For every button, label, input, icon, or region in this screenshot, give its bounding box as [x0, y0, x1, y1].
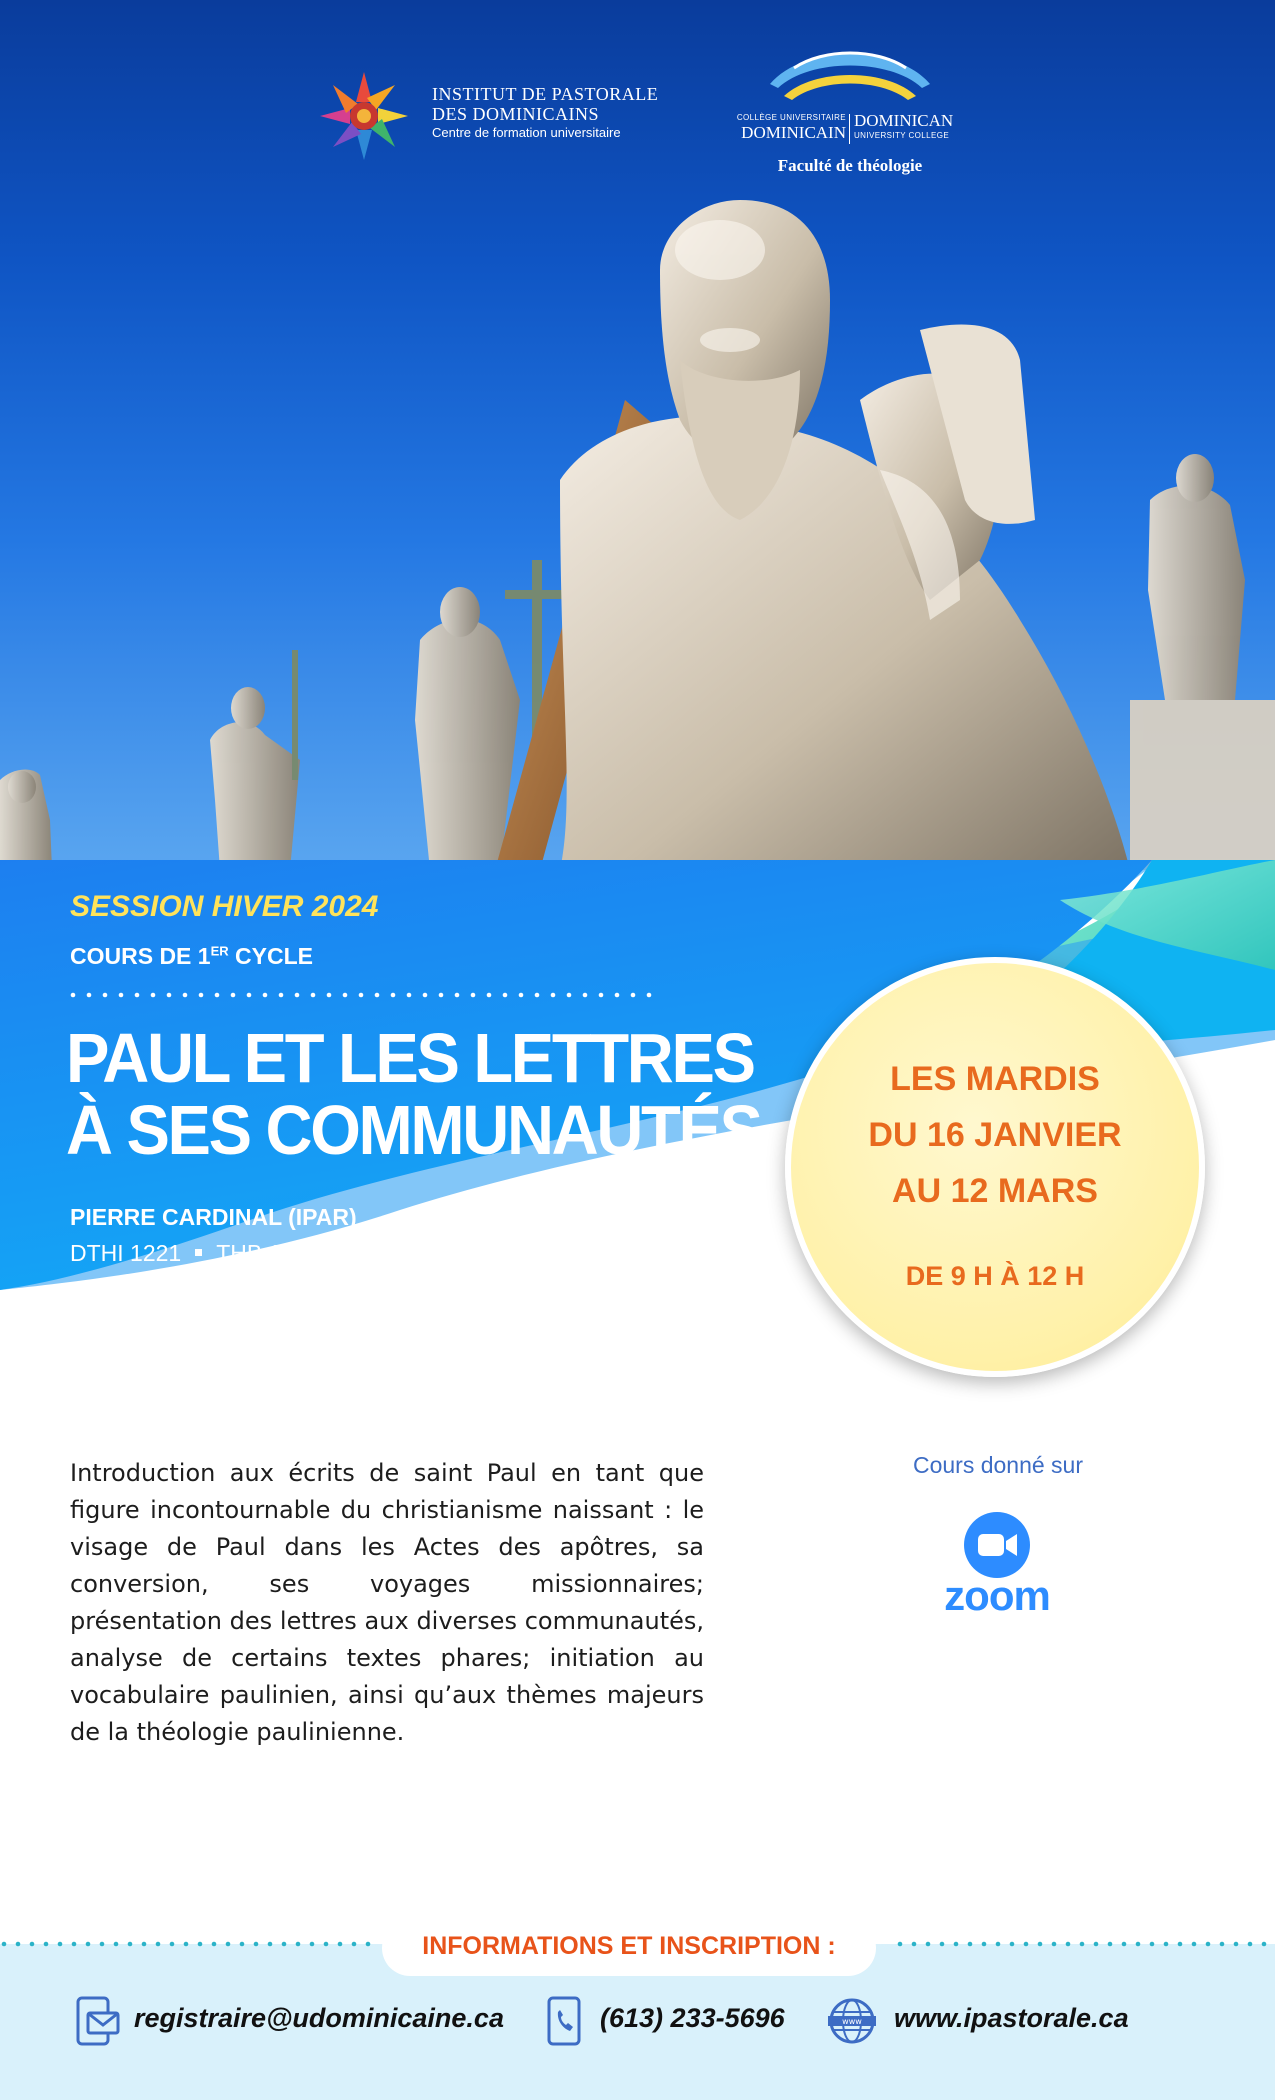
footer-dot: [1094, 1942, 1099, 1947]
faculty-name: Faculté de théologie: [777, 156, 923, 175]
footer-dot: [156, 1942, 161, 1947]
divider-dot: [327, 993, 332, 998]
divider-dot: [167, 993, 172, 998]
college-name-fr: DOMINICAIN: [741, 123, 846, 142]
divider-dot: [215, 993, 220, 998]
footer-dot: [1038, 1942, 1043, 1947]
institut-logo-text: [432, 84, 692, 142]
footer-dot: [142, 1942, 147, 1947]
footer-dot: [912, 1942, 917, 1947]
institut-tagline: Centre de formation universitaire: [432, 125, 621, 140]
footer-dot: [1206, 1942, 1211, 1947]
divider-dot: [615, 993, 620, 998]
institut-logo-mark: [318, 70, 410, 162]
footer-dot: [996, 1942, 1001, 1947]
hero-banner: [0, 0, 1275, 870]
schedule-hours: DE 9 H À 12 H: [905, 1261, 1085, 1291]
footer-dot: [268, 1942, 273, 1947]
footer-dot: [58, 1942, 63, 1947]
divider-dot: [135, 993, 140, 998]
college-name-en-small: UNIVERSITY COLLEGE: [854, 131, 950, 140]
divider-dot: [551, 993, 556, 998]
divider-dot: [503, 993, 508, 998]
divider-dot: [647, 993, 652, 998]
footer-dot: [1066, 1942, 1071, 1947]
footer-dot: [954, 1942, 959, 1947]
divider-dot: [199, 993, 204, 998]
footer-dot: [338, 1942, 343, 1947]
phone-icon: [546, 1996, 582, 2046]
divider-dot: [583, 993, 588, 998]
cycle-prefix: COURS DE 1: [70, 943, 211, 969]
cycle-superscript: ER: [210, 943, 229, 959]
footer-dot: [72, 1942, 77, 1947]
footer-dot: [1108, 1942, 1113, 1947]
footer-dot: [44, 1942, 49, 1947]
divider-dot: [567, 993, 572, 998]
divider-dot: [151, 993, 156, 998]
divider-dot: [375, 993, 380, 998]
course-title-line2: À SES COMMUNAUTÉS: [66, 1091, 761, 1169]
cycle-suffix: CYCLE: [228, 943, 313, 969]
divider-dot: [439, 993, 444, 998]
platform-caption: Cours donné sur: [912, 1452, 1084, 1478]
course-title: [66, 1019, 761, 1169]
course-code-2: THB 1305: [216, 1240, 320, 1266]
email-icon: [74, 1996, 120, 2046]
footer-dot: [128, 1942, 133, 1947]
divider-dot: [103, 993, 108, 998]
zoom-camera-icon: [964, 1512, 1030, 1578]
footer-dot: [352, 1942, 357, 1947]
footer-dot: [296, 1942, 301, 1947]
footer-dot: [1262, 1942, 1267, 1947]
course-codes: [70, 1240, 320, 1267]
phone-link[interactable]: (613) 233-5696: [600, 2003, 785, 2033]
footer-dot: [1052, 1942, 1057, 1947]
footer-dot: [1136, 1942, 1141, 1947]
footer-dot: [30, 1942, 35, 1947]
course-description: Introduction aux écrits de saint Paul en tant que figure incontournable du christianisme naissant : le visage de Paul dans les Actes des apôtres, sa conversion, ses voyages missionnaires; présentation des lettres aux diverses communautés, analyse de certains textes phares; initiation au vocabulaire paulinien, ainsi qu’aux thèmes majeurs de la théologie paulinienne.: [70, 1459, 704, 1746]
dotted-divider: [70, 990, 660, 1000]
schedule-line3: AU 12 MARS: [892, 1172, 1098, 1210]
zoom-logo-text: zoom: [944, 1572, 1050, 1619]
divider-dot: [295, 993, 300, 998]
schedule-dates: [791, 1051, 1199, 1219]
footer-dot: [16, 1942, 21, 1947]
schedule-line2: DU 16 JANVIER: [868, 1116, 1122, 1154]
college-name-fr-small: COLLÈGE UNIVERSITAIRE: [736, 113, 846, 122]
divider-dot: [343, 993, 348, 998]
footer-dot: [212, 1942, 217, 1947]
footer-dot: [86, 1942, 91, 1947]
footer-dot: [968, 1942, 973, 1947]
divider-dot: [311, 993, 316, 998]
footer-dot: [1010, 1942, 1015, 1947]
footer-dot: [1164, 1942, 1169, 1947]
divider-dot: [247, 993, 252, 998]
divider-dot: [455, 993, 460, 998]
divider-dot: [631, 993, 636, 998]
course-cycle: [70, 943, 313, 970]
footer-title: INFORMATIONS ET INSCRIPTION :: [422, 1932, 836, 1960]
schedule-badge: [785, 957, 1205, 1377]
institut-name-line2: DES DOMINICAINS: [432, 104, 600, 124]
college-logo: [720, 44, 980, 184]
college-name-en: DOMINICAN: [854, 111, 954, 130]
divider-dot: [407, 993, 412, 998]
footer-dot: [184, 1942, 189, 1947]
divider-dot: [359, 993, 364, 998]
footer-dot: [982, 1942, 987, 1947]
schedule-line1: LES MARDIS: [890, 1060, 1100, 1098]
institut-name-line1: INSTITUT DE PASTORALE: [432, 84, 659, 104]
bullet-square: [195, 1249, 202, 1256]
course-code-1: DTHI 1221: [70, 1240, 182, 1266]
footer-dot: [898, 1942, 903, 1947]
footer-dot: [240, 1942, 245, 1947]
footer-dot: [1220, 1942, 1225, 1947]
footer-dot: [1192, 1942, 1197, 1947]
footer-dot: [282, 1942, 287, 1947]
footer-dot: [1178, 1942, 1183, 1947]
course-title-line1: PAUL ET LES LETTRES: [66, 1019, 754, 1097]
footer-dot: [254, 1942, 259, 1947]
email-link[interactable]: registraire@udominicaine.ca: [134, 2003, 504, 2033]
website-link[interactable]: www.ipastorale.ca: [894, 2003, 1129, 2033]
footer-dot: [940, 1942, 945, 1947]
footer-dot: [366, 1942, 371, 1947]
footer-dot: [114, 1942, 119, 1947]
footer-dot: [2, 1942, 7, 1947]
divider-dot: [119, 993, 124, 998]
footer-dot: [198, 1942, 203, 1947]
divider-dot: [487, 993, 492, 998]
divider-dot: [87, 993, 92, 998]
divider-dot: [71, 993, 76, 998]
footer-dot: [1080, 1942, 1085, 1947]
footer-dot: [310, 1942, 315, 1947]
footer-dot: [1150, 1942, 1155, 1947]
svg-text:www: www: [842, 2017, 862, 2026]
divider-dot: [231, 993, 236, 998]
divider-dot: [263, 993, 268, 998]
globe-icon: [826, 1996, 878, 2046]
footer-dot: [1122, 1942, 1127, 1947]
divider-dot: [599, 993, 604, 998]
footer-dot: [324, 1942, 329, 1947]
footer-dot: [226, 1942, 231, 1947]
divider-dot: [183, 993, 188, 998]
divider-dot: [423, 993, 428, 998]
divider-dot: [391, 993, 396, 998]
divider-dot: [279, 993, 284, 998]
footer-dot: [170, 1942, 175, 1947]
footer-dot: [1234, 1942, 1239, 1947]
session-label: SESSION HIVER 2024: [70, 890, 379, 923]
instructor-name: PIERRE CARDINAL (IPAR): [70, 1204, 357, 1230]
footer-dot: [1024, 1942, 1029, 1947]
divider-dot: [471, 993, 476, 998]
course-credits: 2 crédits: [70, 1277, 157, 1303]
divider-dot: [535, 993, 540, 998]
divider-dot: [519, 993, 524, 998]
college-arch-logo: [764, 44, 936, 106]
footer-dot: [1248, 1942, 1253, 1947]
logo-divider: [849, 114, 850, 144]
footer-dot: [926, 1942, 931, 1947]
footer-dot: [100, 1942, 105, 1947]
